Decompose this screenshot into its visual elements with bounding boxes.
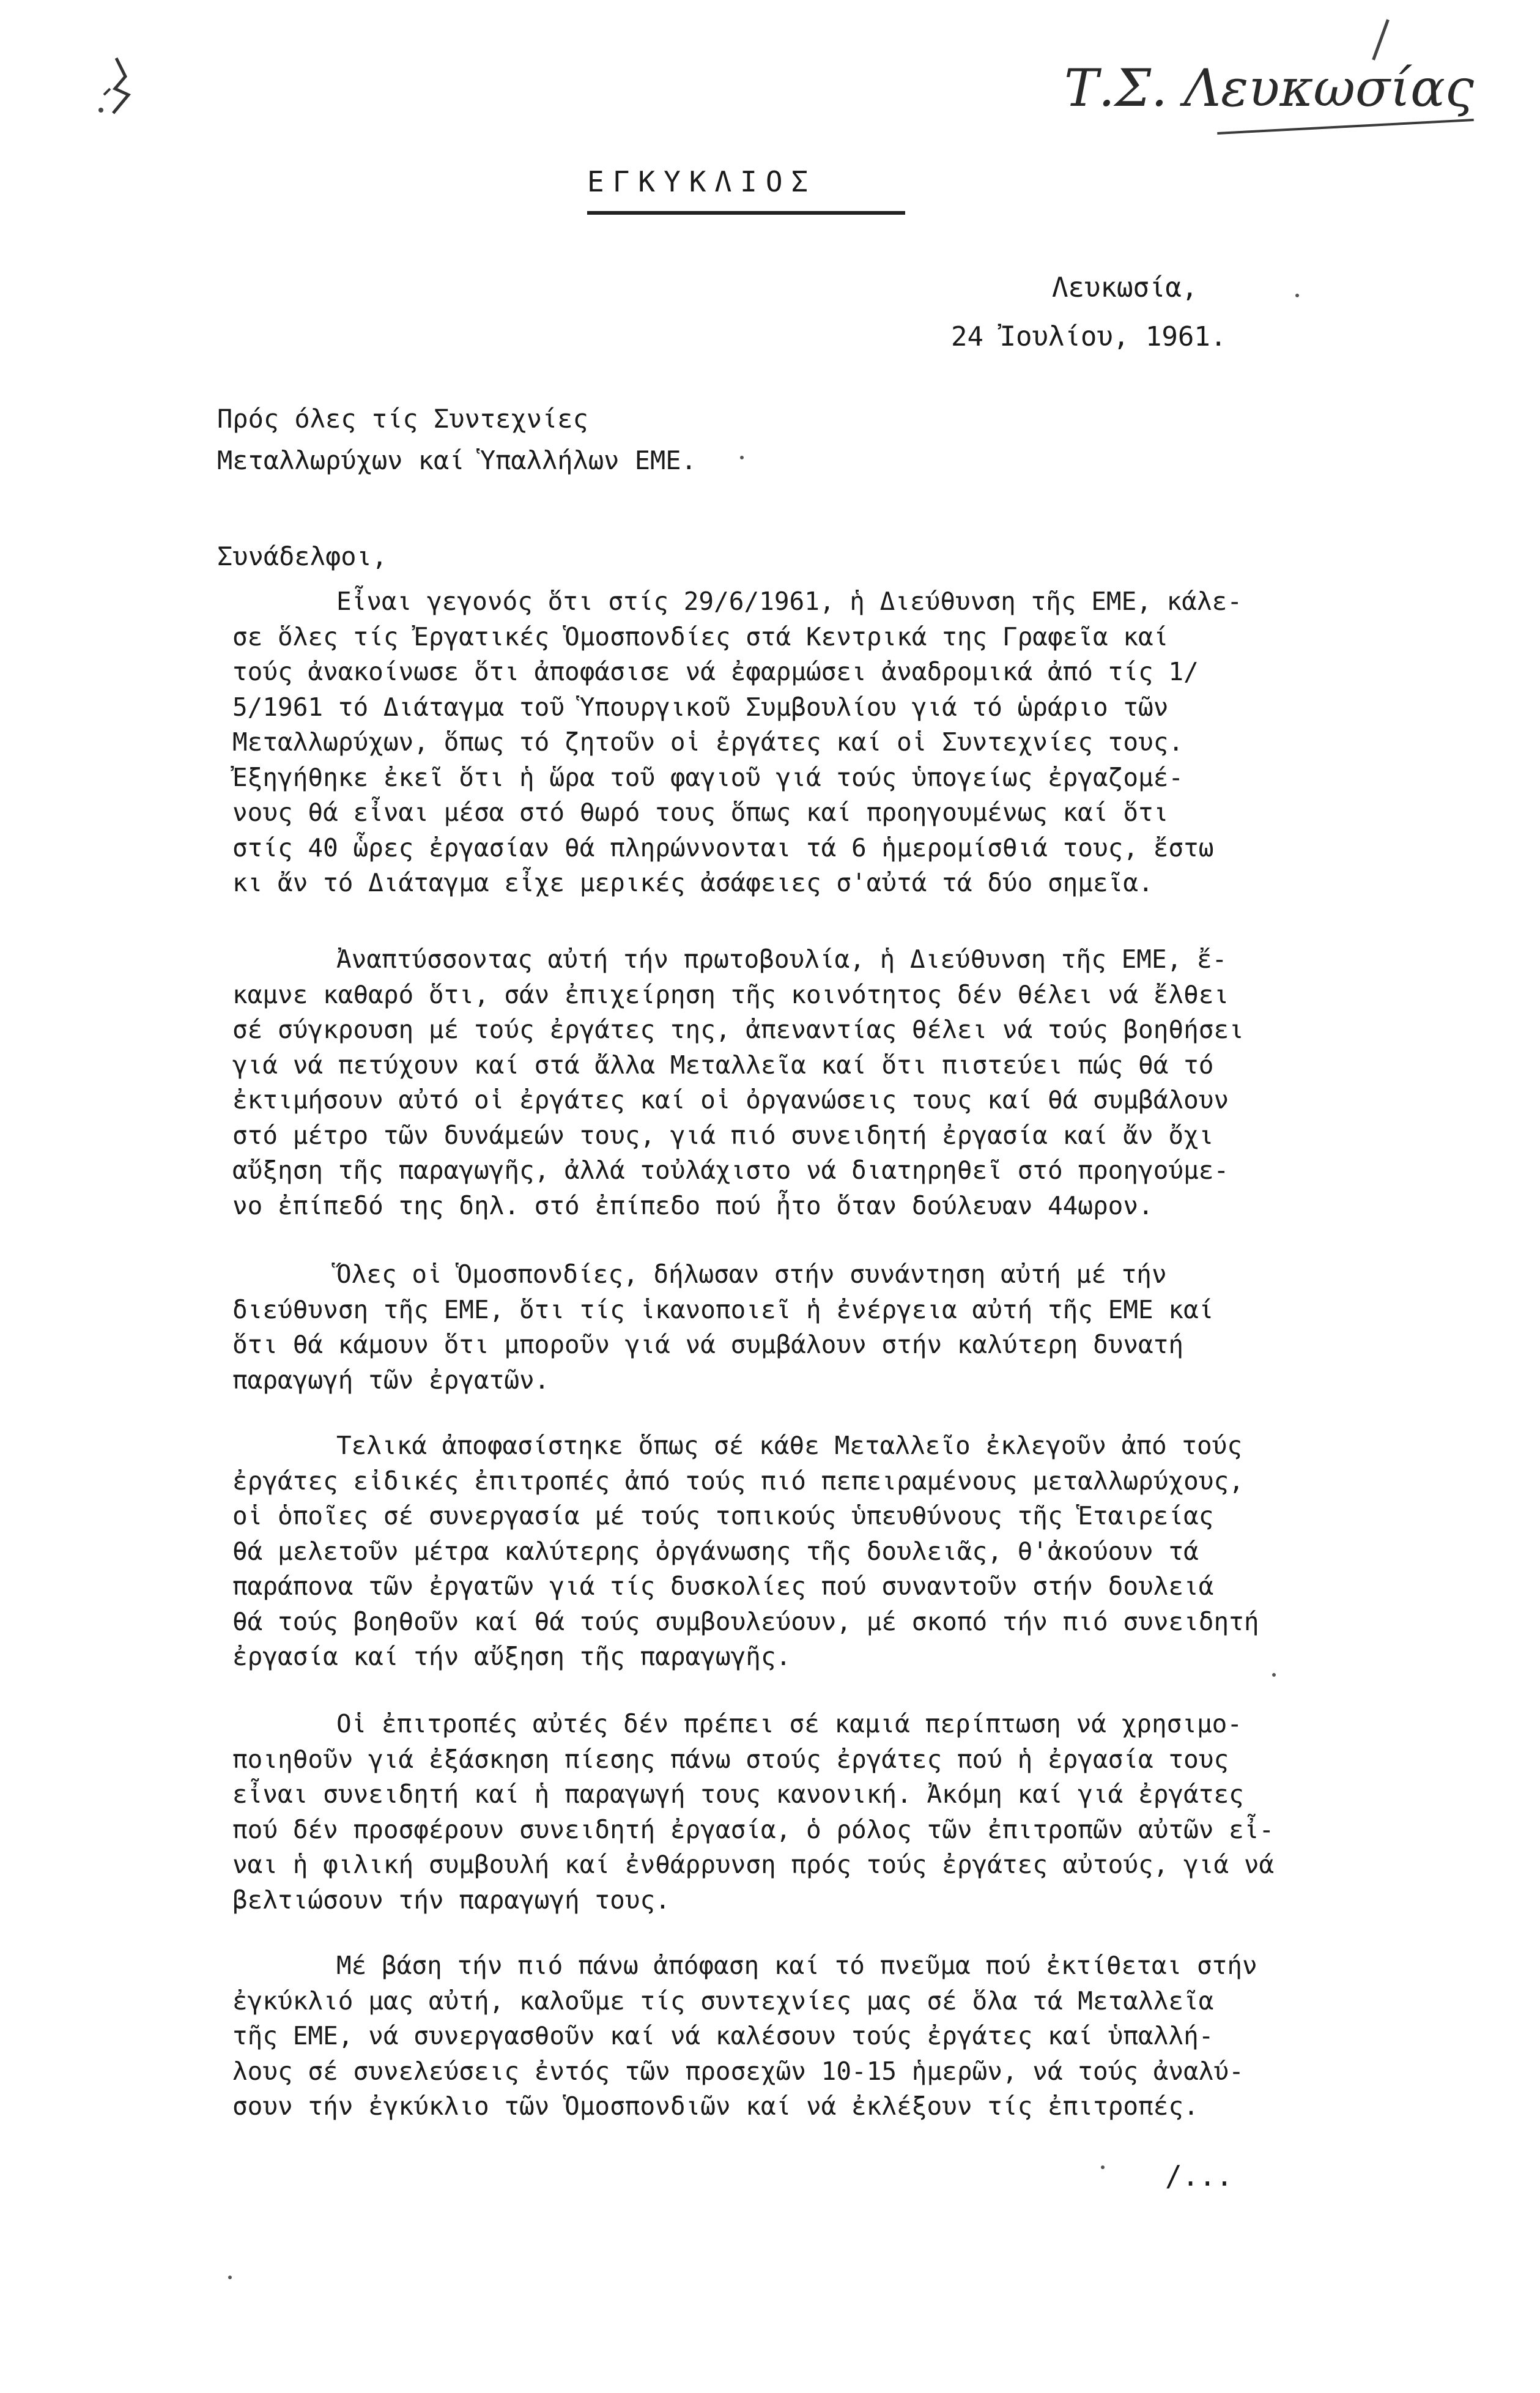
document-title: ΕΓΚΥΚΛΙΟΣ [587,165,817,198]
paragraph-line: σε ὅλες τίς Ἐργατικές Ὁμοσπονδίες στά Κεντρικά της Γραφεῖα καί [232,621,1169,651]
paragraph-line: αὔξηση τῆς παραγωγῆς, ἀλλά τοὐλάχιστο νά διατηρηθεῖ στό προηγούμε- [232,1156,1229,1185]
paragraph-line: κι ἄν τό Διάταγμα εἶχε μερικές ἀσάφειες σ'αὐτά τά δύο σημεῖα. [232,868,1153,897]
paragraph-line: θά μελετοῦν μέτρα καλύτερης ὀργάνωσης τῆς δουλειᾶς, θ'ἀκούουν τά [232,1536,1199,1566]
paragraph-line: 5/1961 τό Διάταγμα τοῦ Ὑπουργικοῦ Συμβουλίου γιά τό ὡράριο τῶν [232,692,1169,722]
paragraph-line: λους σέ συνελεύσεις ἐντός τῶν προσεχῶν 10-15 ἡμερῶν, νά τούς ἀναλύ- [232,2056,1244,2086]
paragraph-line: Μεταλλωρύχων, ὅπως τό ζητοῦν οἱ ἐργάτες καί οἱ Συντεχνίες τους. [232,727,1184,757]
continuation-marker: /... [1165,2159,1233,2192]
paragraph-line: ἐγκύκλιό μας αὐτή, καλοῦμε τίς συντεχνίες μας σέ ὅλα τά Μεταλλεῖα [232,1986,1214,2016]
paragraph-line: ναι ἡ φιλική συμβουλή καί ἐνθάρρυνση πρός τούς ἐργάτες αὐτούς, γιά νά [232,1850,1275,1879]
paragraph-line: νους θά εἶναι μέσα στό θωρό τους ὅπως καί προηγουμένως καί ὅτι [232,798,1169,827]
paragraph-line: εἶναι συνειδητή καί ἡ παραγωγή τους κανονική. Ἀκόμη καί γιά ἐργάτες [232,1779,1244,1809]
paragraph-line: Ἐξηγήθηκε ἐκεῖ ὅτι ἡ ὥρα τοῦ φαγιοῦ γιά τούς ὑπογείως ἐργαζομέ- [232,762,1184,792]
tick-mark [1372,19,1390,60]
paragraph-line: ἐργασία καί τήν αὔξηση τῆς παραγωγῆς. [232,1642,791,1671]
paragraph-line: καμνε καθαρό ὅτι, σάν ἐπιχείρηση τῆς κοινότητος δέν θέλει νά ἔλθει [232,979,1229,1009]
paragraph-line: Ὅλες οἱ Ὁμοσπονδίες, δήλωσαν στήν συνάντηση αὐτή μέ τήν [336,1260,1167,1289]
paragraph-line: στό μέτρο τῶν δυνάμεών τους, γιά πιό συνειδητή ἐργασία καί ἄν ὄχι [232,1120,1214,1150]
paragraph-line: Ἀναπτύσσοντας αὐτή τήν πρωτοβουλία, ἡ Διεύθυνση τῆς ΕΜΕ, ἔ- [336,944,1227,974]
paragraph-line: διεύθυνση τῆς ΕΜΕ, ὅτι τίς ἱκανοποιεῖ ἡ ἐνέργεια αὐτή τῆς ΕΜΕ καί [232,1294,1214,1324]
scan-speck [228,2276,232,2279]
scan-speck [1101,2165,1105,2169]
paragraph-3 [232,1257,1321,1398]
date-line: 24 Ἰουλίου, 1961. [951,321,1227,352]
paragraph-1 [232,584,1321,901]
paragraph-line: βελτιώσουν τήν παραγωγή τους. [232,1885,670,1915]
paragraph-line: στίς 40 ὧρες ἐργασίαν θά πληρώννονται τά 6 ἡμερομίσθιά τους, ἔστω [232,833,1214,863]
paragraph-6 [232,1948,1321,2124]
paragraph-line: ὅτι θά κάμουν ὅτι μποροῦν γιά νά συμβάλουν στήν καλύτερη δυνατή [232,1330,1184,1359]
recipient-line-1: Πρός όλες τίς Συντεχνίες [217,404,588,434]
paragraph-line: Μέ βάση τήν πιό πάνω ἀπόφαση καί τό πνεῦμα πού ἐκτίθεται στήν [336,1951,1257,1980]
paragraph-line: πού δέν προσφέρουν συνειδητή ἐργασία, ὁ ρόλος τῶν ἐπιτροπῶν αὐτῶν εἶ- [232,1814,1275,1844]
paragraph-4 [232,1428,1321,1675]
scan-speck [1295,294,1299,297]
paragraph-line: ποιηθοῦν γιά ἐξάσκηση πίεσης πάνω στούς ἐργάτες πού ἡ ἐργασία τους [232,1744,1229,1774]
handwritten-note: Τ.Σ. Λευκωσίας [1064,58,1474,118]
salutation: Συνάδελφοι, [217,541,388,571]
paragraph-line: παράπονα τῶν ἐργατῶν γιά τίς δυσκολίες πού συναντοῦν στήν δουλειά [232,1571,1214,1601]
paragraph-line: Τελικά ἀποφασίστηκε ὅπως σέ κάθε Μεταλλεῖο ἐκλεγοῦν ἀπό τούς [336,1431,1243,1460]
paragraph-line: γιά νά πετύχουν καί στά ἄλλα Μεταλλεῖα καί ὅτι πιστεύει πώς θά τό [232,1050,1214,1080]
paragraph-line: τῆς ΕΜΕ, νά συνεργασθοῦν καί νά καλέσουν τούς ἐργάτες καί ὑπαλλή- [232,2021,1214,2050]
place-line: Λευκωσία, [1052,272,1198,303]
paragraph-line: σέ σύγκρουση μέ τούς ἐργάτες της, ἀπεναντίας θέλει νά τούς βοηθήσει [232,1015,1244,1044]
paragraph-line: οἱ ὁποῖες σέ συνεργασία μέ τούς τοπικούς ὑπευθύνους τῆς Ἑταιρείας [232,1501,1214,1530]
scan-speck [1272,1673,1276,1677]
paragraph-line: σουν τήν ἐγκύκλιο τῶν Ὁμοσπονδιῶν καί νά ἐκλέξουν τίς ἐπιτροπές. [232,2091,1199,2121]
paragraph-2 [232,942,1321,1223]
paragraph-line: παραγωγή τῶν ἐργατῶν. [232,1365,550,1395]
paragraph-line: τούς ἀνακοίνωσε ὅτι ἀποφάσισε νά ἐφαρμώσει ἀναδρομικά ἀπό τίς 1/ [232,657,1199,686]
paragraph-line: ἐκτιμήσουν αὐτό οἱ ἐργάτες καί οἱ ὀργανώσεις τους καί θά συμβάλουν [232,1085,1229,1115]
handwritten-underline [1217,119,1474,135]
recipient-line-2: Μεταλλωρύχων καί Ὑπαλλήλων ΕΜΕ. [217,445,697,475]
paragraph-line: ἐργάτες εἰδικές ἐπιτροπές ἀπό τούς πιό πεπειραμένους μεταλλωρύχους, [232,1466,1244,1496]
paragraph-line: Οἱ ἐπιτροπές αὐτές δέν πρέπει σέ καμιά περίπτωση νά χρησιμο- [336,1709,1243,1738]
paragraph-line: θά τούς βοηθοῦν καί θά τούς συμβουλεύουν, μέ σκοπό τήν πιό συνειδητή [232,1606,1259,1636]
paragraph-5 [232,1707,1321,1918]
scan-speck [740,456,744,459]
pen-mark-icon [92,52,147,119]
paragraph-line: Εἶναι γεγονός ὅτι στίς 29/6/1961, ἡ Διεύθυνση τῆς ΕΜΕ, κάλε- [336,587,1243,616]
paragraph-line: νο ἐπίπεδό της δηλ. στό ἐπίπεδο πού ἦτο ὅταν δούλευαν 44ωρον. [232,1190,1153,1220]
title-underline [587,211,905,215]
